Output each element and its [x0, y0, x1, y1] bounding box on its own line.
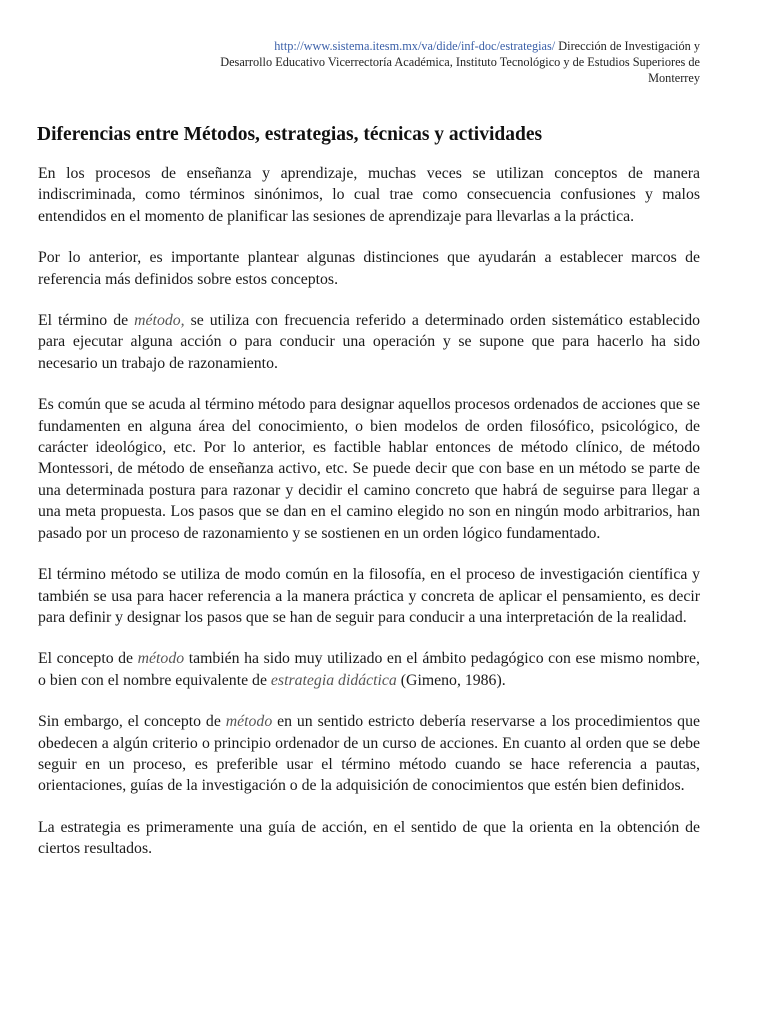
source-link[interactable]: http://www.sistema.itesm.mx/va/dide/inf-doc/estrategias/ — [274, 39, 556, 53]
emphasis-metodo: método — [137, 650, 185, 668]
paragraph-1: En los procesos de enseñanza y aprendizaje, muchas veces se utilizan conceptos de manera indiscriminada, como términos sinónimos, lo cual trae como consecuencia confusiones y malos entendidos en el momento de planificar las sesiones de aprendizaje para llevarlas a la práctica. — [38, 165, 700, 225]
document-title: Diferencias entre Métodos, estrategias, técnicas y actividades — [37, 124, 543, 145]
emphasis-metodo: método, — [134, 312, 185, 330]
source-institution: Dirección de Investigación y Desarrollo Educativo Vicerrectoría Académica, Instituto Tecnológico y de Estudios Superiores de Monterrey — [220, 39, 700, 85]
paragraph-6-text: El concepto de — [38, 650, 138, 668]
paragraph-6-text-end: (Gimeno, 1986). — [396, 671, 506, 689]
paragraph-3-text-end: se utiliza con frecuencia referido a determinado orden sistemático establecido para ejecutar alguna acción o para conducir una operación y se supone que para hacerlo ha sido necesario un trabajo de razonamiento. — [38, 312, 701, 372]
emphasis-metodo: método — [225, 713, 273, 731]
paragraph-2: Por lo anterior, es importante plantear algunas distinciones que ayudarán a establecer marcos de referencia más definidos sobre estos conceptos. — [38, 249, 700, 288]
document-body — [38, 163, 700, 880]
source-citation — [220, 38, 700, 86]
paragraph-7-text: Sin embargo, el concepto de — [38, 713, 226, 731]
paragraph-3-text: El término de — [38, 312, 135, 330]
emphasis-estrategia-didactica: estrategia didáctica — [270, 671, 397, 689]
paragraph-7 — [38, 711, 700, 797]
paragraph-5: El término método se utiliza de modo común en la filosofía, en el proceso de investigación científica y también se usa para hacer referencia a la manera práctica y concreta de aplicar el pensamiento, es decir para definir y designar los pasos que se han de seguir para conducir a una interpretación de la realidad. — [38, 566, 700, 626]
paragraph-3 — [38, 310, 700, 374]
paragraph-6-text-middle: también ha sido muy utilizado en el ámbito pedagógico con ese mismo nombre, o bien con el nombre equivalente de — [38, 650, 700, 689]
paragraph-4: Es común que se acuda al término método para designar aquellos procesos ordenados de acciones que se fundamenten en alguna área del conocimiento, o bien modelos de orden filosófico, psicológico, de carácter ideológico, etc. Por lo anterior, es factible hablar entonces de método clínico, de método Montessori, de método de enseñanza activo, etc. Se puede decir que con base en un método se parte de una determinada postura para razonar y decidir el camino concreto que habrá de seguirse para llegar a una meta propuesta. Los pasos que se dan en el camino elegido no son en ningún modo arbitrarios, han pasado por un proceso de razonamiento y se sostienen en un orden lógico fundamentado. — [38, 396, 700, 542]
paragraph-6 — [38, 648, 700, 691]
paragraph-7-text-end: en un sentido estricto debería reservarse a los procedimientos que obedecen a algún criterio o principio ordenador de un curso de acciones. En cuanto al orden que se debe seguir en un proceso, es preferible usar el término método cuando se hace referencia a pautas, orientaciones, guías de la investigación o de la adquisición de conocimientos que estén bien definidos. — [38, 713, 700, 795]
paragraph-8: La estrategia es primeramente una guía de acción, en el sentido de que la orienta en la obtención de ciertos resultados. — [38, 818, 700, 858]
